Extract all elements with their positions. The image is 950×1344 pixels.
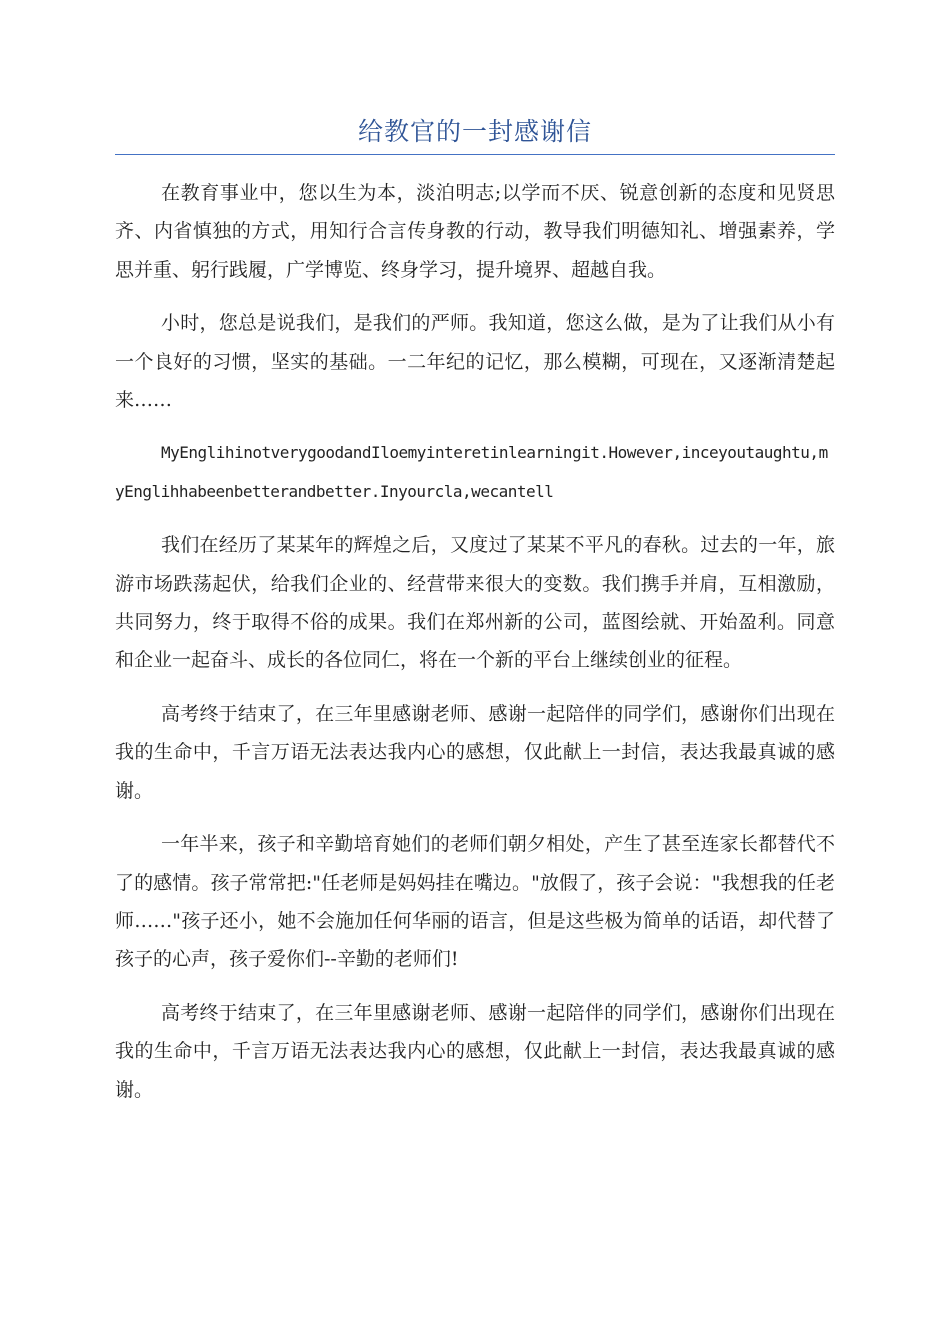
paragraph-1: 在教育事业中，您以生为本，淡泊明志;以学而不厌、锐意创新的态度和见贤思齐、内省慎独的方式，用知行合言传身教的行动，教导我们明德知礼、增强素养，学思并重、躬行践履，广学博览、终身学习，提升境界、超越自我。 <box>115 182 835 281</box>
paragraph-7: 高考终于结束了，在三年里感谢老师、感谢一起陪伴的同学们，感谢你们出现在我的生命中，千言万语无法表达我内心的感想，仅此献上一封信，表达我最真诚的感谢。 <box>115 1001 835 1101</box>
title-underline <box>115 154 835 155</box>
document-body <box>115 174 835 1124</box>
paragraph-3-english: MyEnglihinotverygoodandIloemyinteretinlearningit.However,inceyoutaughtu,myEnglihhabeenbetterandbetter.Inyourcla,wecantell <box>115 443 828 501</box>
paragraph-2: 小时，您总是说我们，是我们的严师。我知道，您这么做，是为了让我们从小有一个良好的习惯，坚实的基础。一二年纪的记忆，那么模糊，可现在，又逐渐清楚起来…… <box>115 312 835 412</box>
paragraph-5: 高考终于结束了，在三年里感谢老师、感谢一起陪伴的同学们，感谢你们出现在我的生命中，千言万语无法表达我内心的感想，仅此献上一封信，表达我最真诚的感谢。 <box>115 702 835 802</box>
paragraph-6: 一年半来，孩子和辛勤培育她们的老师们朝夕相处，产生了甚至连家长都替代不了的感情。孩子常常把:"任老师是妈妈挂在嘴边。"放假了，孩子会说："我想我的任老师……"孩子还小，她不会施加任何华丽的语言，但是这些极为简单的话语，却代替了孩子的心声，孩子爱你们--辛勤的老师们! <box>115 833 835 971</box>
document-title: 给教官的一封感谢信 <box>357 117 592 146</box>
paragraph-4: 我们在经历了某某年的辉煌之后，又度过了某某不平凡的春秋。过去的一年，旅游市场跌荡起伏，给我们企业的、经营带来很大的变数。我们携手并肩，互相激励，共同努力，终于取得不俗的成果。我们在郑州新的公司，蓝图绘就、开始盈利。同意和企业一起奋斗、成长的各位同仁，将在一个新的平台上继续创业的征程。 <box>115 534 835 672</box>
